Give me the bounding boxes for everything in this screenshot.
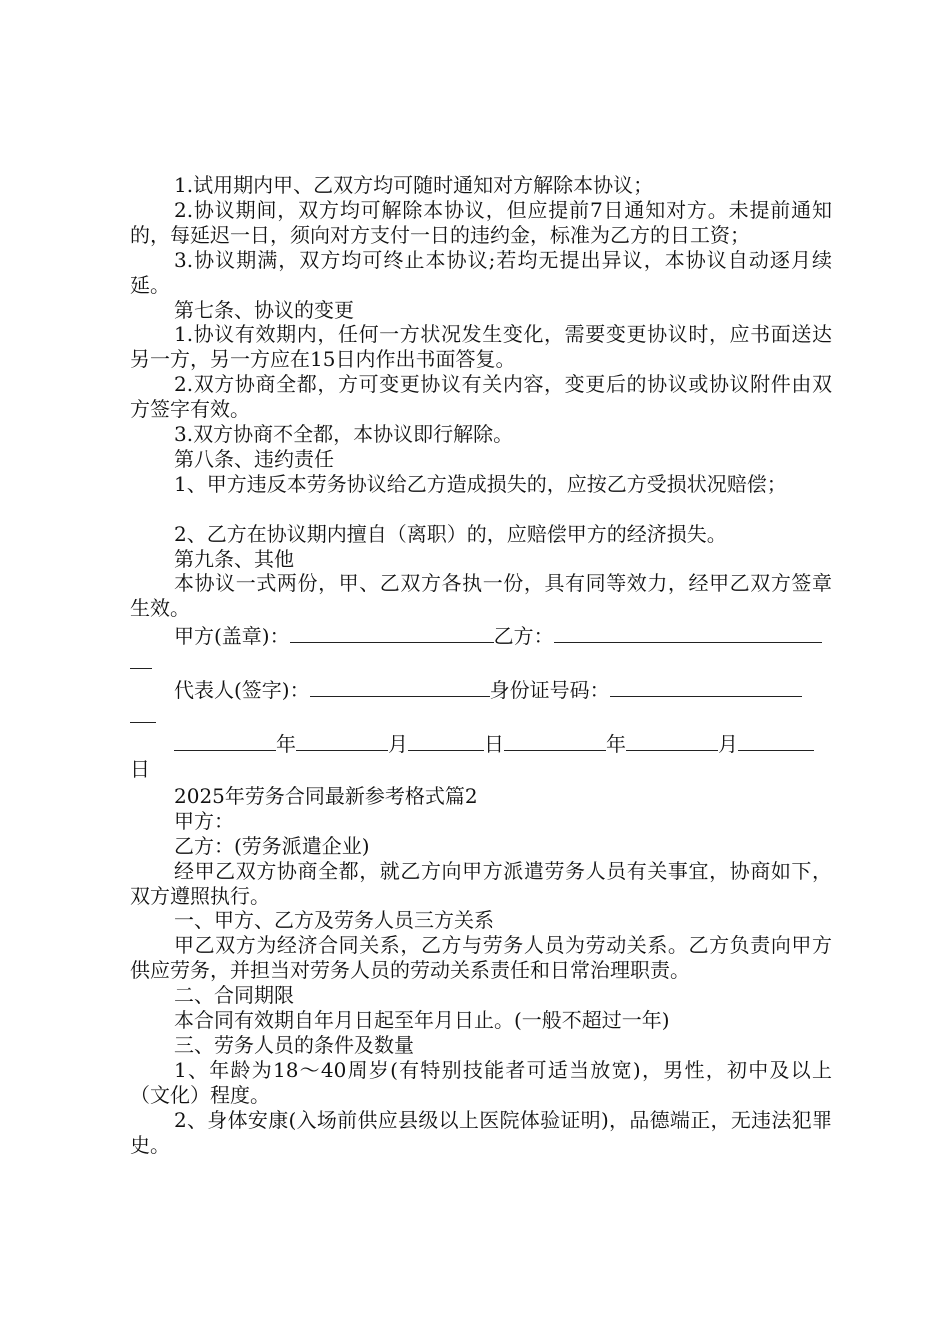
- date-b-day: 日: [130, 757, 150, 782]
- signature-row-rep-tail: [130, 703, 832, 727]
- signature-row-dates: [130, 731, 832, 757]
- party-b-blank-tail[interactable]: [130, 649, 152, 669]
- section-2-heading-1: 一、甲方、乙方及劳务人员三方关系: [174, 908, 494, 933]
- clause-6-1: 1.试用期内甲、乙双方均可随时通知对方解除本协议；: [174, 173, 654, 197]
- date-a-month: 月: [388, 732, 408, 757]
- date-b-month-blank[interactable]: [626, 731, 718, 751]
- date-b-year-blank[interactable]: [504, 731, 606, 751]
- article-7-heading: 第七条、协议的变更: [174, 297, 354, 322]
- clause-8-1: 1、甲方违反本劳务协议给乙方造成损失的，应按乙方受损状况赔偿；: [174, 471, 787, 496]
- section-2-text-3: 1、年龄为18～40周岁(有特别技能者可适当放宽)，男性，初中及以上（文化）程度。: [130, 1057, 832, 1107]
- date-a-day: 日: [484, 732, 504, 757]
- section-2-text-2: 本合同有效期自年月日起至年月日止。(一般不超过一年): [174, 1008, 670, 1033]
- date-b-month: 月: [718, 732, 738, 757]
- document-body: [130, 173, 832, 1158]
- article-8-heading: 第八条、违约责任: [174, 446, 334, 471]
- id-number-label: 身份证号码：: [489, 678, 610, 703]
- clause-8-2: 2、乙方在协议期内擅自（离职）的，应赔偿甲方的经济损失。: [174, 521, 727, 546]
- representative-label: 代表人(签字)：: [174, 678, 310, 703]
- party-b-line: 乙方：(劳务派遣企业): [174, 833, 370, 858]
- clause-7-3: 3.双方协商不全都，本协议即行解除。: [174, 422, 514, 447]
- party-b-blank[interactable]: [554, 623, 822, 643]
- section-2-heading-2: 二、合同期限: [174, 983, 294, 1008]
- section-2-intro: 经甲乙双方协商全都，就乙方向甲方派遣劳务人员有关事宜，协商如下，双方遵照执行。: [130, 858, 832, 908]
- blank-line: [130, 497, 832, 522]
- date-a-year: 年: [276, 732, 296, 757]
- date-b-year: 年: [606, 732, 626, 757]
- clause-9-1: 本协议一式两份，甲、乙双方各执一份，具有同等效力，经甲乙双方签章生效。: [130, 571, 832, 621]
- party-a-blank[interactable]: [290, 623, 494, 643]
- date-b-day-blank[interactable]: [738, 731, 814, 751]
- clause-6-2: 2.协议期间，双方均可解除本协议，但应提前7日通知对方。未提前通知的，每延迟一日，须向对方支付一日的违约金，标准为乙方的日工资；: [130, 197, 832, 247]
- date-a-day-blank[interactable]: [408, 731, 484, 751]
- id-number-blank[interactable]: [610, 677, 802, 697]
- section-2-title: 2025年劳务合同最新参考格式篇2: [174, 783, 478, 808]
- section-2-text-1: 甲乙双方为经济合同关系，乙方与劳务人员为劳动关系。乙方负责向甲方供应劳务，并担当对劳务人员的劳动关系责任和日常治理职责。: [130, 933, 832, 983]
- clause-7-2: 2.双方协商全都，方可变更协议有关内容，变更后的协议或协议附件由双方签字有效。: [130, 372, 832, 422]
- section-2-text-4: 2、身体安康(入场前供应县级以上医院体验证明)，品德端正，无违法犯罪史。: [130, 1107, 832, 1157]
- signature-block: [130, 623, 832, 782]
- date-a-year-blank[interactable]: [174, 731, 276, 751]
- signature-row-parties: [130, 623, 832, 649]
- id-number-blank-tail[interactable]: [130, 703, 156, 723]
- date-a-month-blank[interactable]: [296, 731, 388, 751]
- signature-row-rep: [130, 677, 832, 703]
- signature-row-parties-tail: [130, 649, 832, 673]
- party-a-line: 甲方：: [174, 808, 234, 833]
- party-a-label: 甲方(盖章)：: [174, 624, 290, 649]
- signature-row-dates-tail: [130, 757, 832, 782]
- representative-blank[interactable]: [310, 677, 490, 697]
- section-2-heading-3: 三、劳务人员的条件及数量: [174, 1032, 414, 1057]
- clause-7-1: 1.协议有效期内，任何一方状况发生变化，需要变更协议时，应书面送达另一方，另一方应在15日内作出书面答复。: [130, 322, 832, 372]
- party-b-label: 乙方：: [493, 624, 554, 649]
- clause-6-3: 3.协议期满，双方均可终止本协议;若均无提出异议，本协议自动逐月续延。: [130, 247, 832, 297]
- article-9-heading: 第九条、其他: [174, 546, 294, 571]
